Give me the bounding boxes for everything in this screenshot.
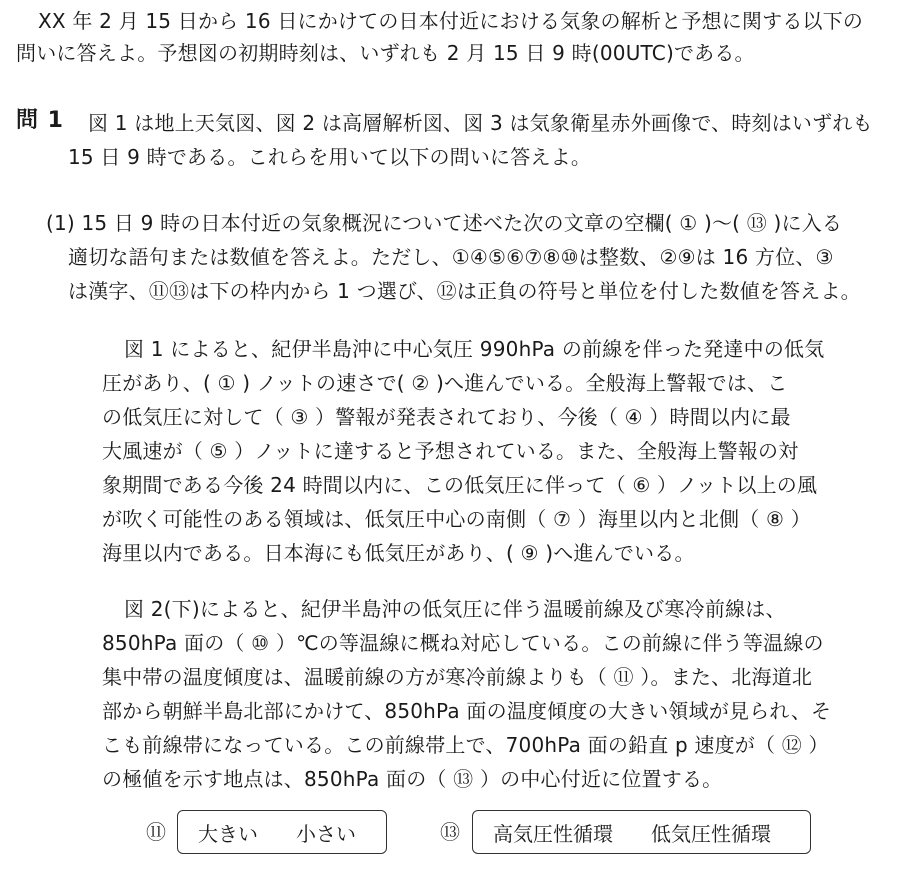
choice-13-marker: ⑬ — [440, 820, 460, 844]
passage-2-line: の極値を示す地点は、850hPa 面の（ ⑬ ）の中心付近に位置する。 — [102, 767, 723, 791]
subquestion-1-line-1: (1) 15 日 9 時の日本付近の気象概況について述べた次の文章の空欄( ① )〜( ⑬ )に入る — [46, 211, 843, 235]
passage-1-line: が吹く可能性のある領域は、低気圧中心の南側（ ⑦ ）海里以内と北側（ ⑧ ） — [102, 507, 811, 531]
subquestion-1-line-3: は漢字、⑪⑬は下の枠内から 1 つ選び、⑫は正負の符号と単位を付した数値を答えよ。 — [68, 279, 861, 303]
choice-13-option: 高気圧性循環 — [493, 821, 613, 846]
choice-11-marker: ⑪ — [146, 820, 166, 844]
passage-1-line: 図 1 によると、紀伊半島沖に中心気圧 990hPa の前線を伴った発達中の低気 — [124, 337, 825, 361]
passage-1-line: 象期間である今後 24 時間以内に、この低気圧に伴って（ ⑥ ）ノット以上の風 — [102, 473, 818, 497]
passage-1-line: の低気圧に対して（ ③ ）警報が発表されており、今後（ ④ ）時間以内に最 — [102, 405, 791, 429]
question-1-line-2: 15 日 9 時である。これらを用いて以下の問いに答えよ。 — [68, 145, 592, 169]
passage-2-line: 850hPa 面の（ ⑩ ）℃の等温線に概ね対応している。この前線に伴う等温線の — [102, 631, 824, 655]
passage-2-line: 部から朝鮮半島北部にかけて、850hPa 面の温度傾度の大きい領域が見られ、そ — [102, 699, 832, 723]
choice-11-box — [177, 810, 387, 854]
question-1-label: 問 1 — [16, 108, 64, 133]
passage-2-line: 集中帯の温度傾度は、温暖前線の方が寒冷前線よりも（ ⑪ ）。また、北海道北 — [102, 665, 813, 689]
choice-13-box — [472, 810, 811, 854]
question-1-line-1: 図 1 は地上天気図、図 2 は高層解析図、図 3 は気象衛星赤外画像で、時刻はいずれも — [88, 111, 873, 135]
intro-line-1: XX 年 2 月 15 日から 16 日にかけての日本付近における気象の解析と予想に関する以下の — [38, 9, 864, 33]
passage-1-line: 海里以内である。日本海にも低気圧があり、( ⑨ )へ進んでいる。 — [102, 541, 695, 565]
passage-1-line: 大風速が（ ⑤ ）ノットに達すると予想されている。また、全般海上警報の対 — [102, 439, 799, 463]
intro-line-2: 問いに答えよ。予想図の初期時刻は、いずれも 2 月 15 日 9 時(00UTC)である。 — [16, 41, 755, 65]
passage-2-line: 図 2(下)によると、紀伊半島沖の低気圧に伴う温暖前線及び寒冷前線は、 — [124, 597, 786, 621]
subquestion-1-line-2: 適切な語句または数値を答えよ。ただし、①④⑤⑥⑦⑧⑩は整数、②⑨は 16 方位、③ — [68, 245, 834, 269]
choice-11-option: 小さい — [296, 821, 356, 846]
choice-11-option: 大きい — [198, 821, 258, 846]
choice-13-option: 低気圧性循環 — [651, 821, 771, 846]
passage-2-line: こも前線帯になっている。この前線帯上で、700hPa 面の鉛直 p 速度が（ ⑫ ） — [102, 733, 829, 757]
passage-1-line: 圧があり、( ① ) ノットの速さで( ② )へ進んでいる。全般海上警報では、こ — [102, 371, 788, 395]
